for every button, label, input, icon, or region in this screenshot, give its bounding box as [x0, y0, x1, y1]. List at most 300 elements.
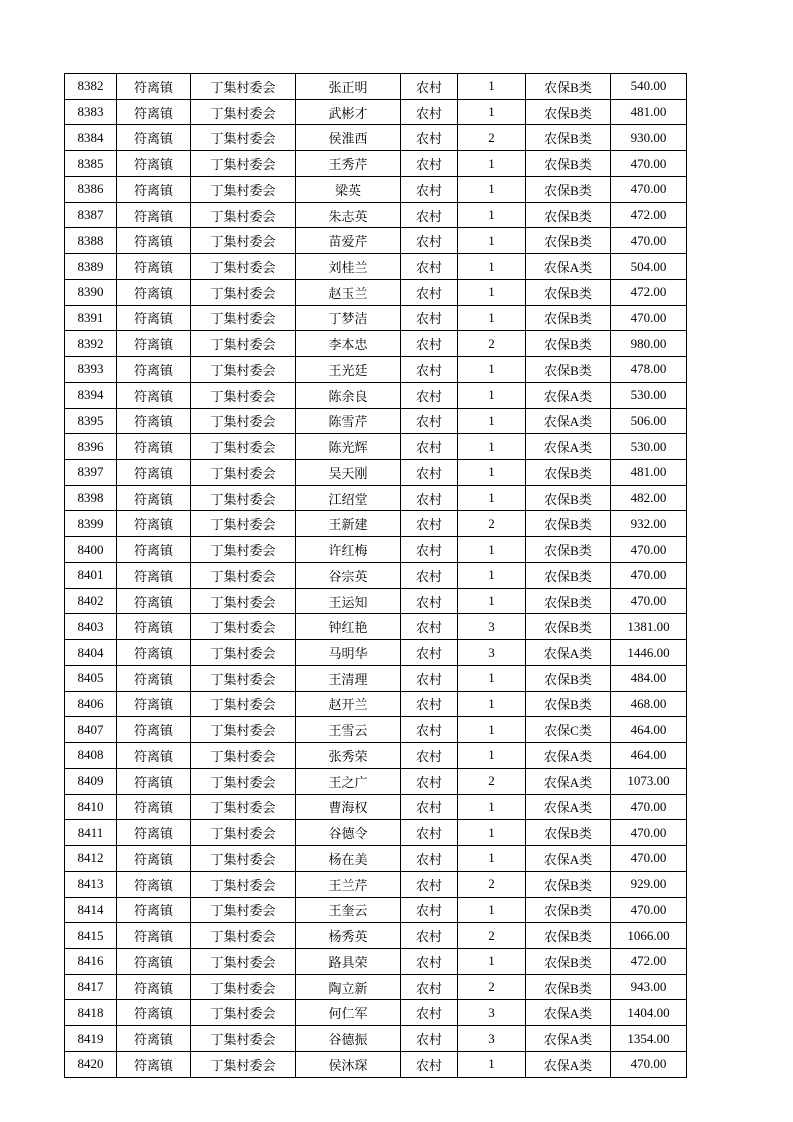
cell-name: 王雪云: [296, 717, 401, 743]
cell-residence-type: 农村: [401, 1026, 458, 1052]
cell-amount: 1404.00: [611, 1000, 687, 1026]
cell-amount: 980.00: [611, 331, 687, 357]
table-row: [65, 305, 687, 331]
cell-insurance-category: 农保C类: [526, 717, 611, 743]
cell-insurance-category: 农保A类: [526, 434, 611, 460]
cell-residence-type: 农村: [401, 331, 458, 357]
cell-person-count: 1: [458, 743, 526, 769]
cell-village-committee: 丁集村委会: [191, 1051, 296, 1077]
cell-person-count: 2: [458, 331, 526, 357]
cell-amount: 472.00: [611, 279, 687, 305]
table-row: [65, 125, 687, 151]
cell-serial-number: 8386: [65, 176, 117, 202]
cell-amount: 530.00: [611, 434, 687, 460]
cell-serial-number: 8382: [65, 74, 117, 100]
cell-village-committee: 丁集村委会: [191, 948, 296, 974]
table-row: [65, 331, 687, 357]
cell-village-committee: 丁集村委会: [191, 382, 296, 408]
cell-name: 谷德令: [296, 820, 401, 846]
cell-residence-type: 农村: [401, 485, 458, 511]
cell-residence-type: 农村: [401, 588, 458, 614]
cell-residence-type: 农村: [401, 460, 458, 486]
cell-serial-number: 8394: [65, 382, 117, 408]
cell-name: 曹海权: [296, 794, 401, 820]
cell-insurance-category: 农保A类: [526, 794, 611, 820]
table-row: [65, 1000, 687, 1026]
cell-amount: 468.00: [611, 691, 687, 717]
cell-town: 符离镇: [117, 923, 191, 949]
cell-person-count: 2: [458, 871, 526, 897]
table-row: [65, 974, 687, 1000]
table-row: [65, 562, 687, 588]
cell-insurance-category: 农保A类: [526, 846, 611, 872]
cell-residence-type: 农村: [401, 408, 458, 434]
cell-village-committee: 丁集村委会: [191, 176, 296, 202]
table-row: [65, 74, 687, 100]
cell-insurance-category: 农保B类: [526, 331, 611, 357]
cell-person-count: 1: [458, 176, 526, 202]
cell-name: 苗爱芹: [296, 228, 401, 254]
cell-name: 杨秀英: [296, 923, 401, 949]
cell-name: 张正明: [296, 74, 401, 100]
cell-person-count: 3: [458, 1026, 526, 1052]
cell-person-count: 1: [458, 665, 526, 691]
cell-insurance-category: 农保B类: [526, 228, 611, 254]
table-row: [65, 923, 687, 949]
cell-person-count: 1: [458, 305, 526, 331]
cell-name: 王运知: [296, 588, 401, 614]
cell-person-count: 3: [458, 640, 526, 666]
cell-person-count: 2: [458, 511, 526, 537]
payment-table-body: [65, 74, 687, 1078]
cell-town: 符离镇: [117, 228, 191, 254]
cell-amount: 478.00: [611, 357, 687, 383]
cell-name: 梁英: [296, 176, 401, 202]
cell-name: 路具荣: [296, 948, 401, 974]
cell-village-committee: 丁集村委会: [191, 691, 296, 717]
table-row: [65, 485, 687, 511]
cell-residence-type: 农村: [401, 923, 458, 949]
table-row: [65, 151, 687, 177]
cell-person-count: 3: [458, 614, 526, 640]
cell-residence-type: 农村: [401, 125, 458, 151]
cell-amount: 464.00: [611, 743, 687, 769]
cell-person-count: 1: [458, 562, 526, 588]
cell-residence-type: 农村: [401, 537, 458, 563]
cell-person-count: 1: [458, 846, 526, 872]
cell-village-committee: 丁集村委会: [191, 125, 296, 151]
cell-serial-number: 8412: [65, 846, 117, 872]
cell-residence-type: 农村: [401, 151, 458, 177]
cell-person-count: 1: [458, 948, 526, 974]
cell-village-committee: 丁集村委会: [191, 228, 296, 254]
cell-residence-type: 农村: [401, 614, 458, 640]
cell-serial-number: 8404: [65, 640, 117, 666]
cell-amount: 1354.00: [611, 1026, 687, 1052]
cell-amount: 472.00: [611, 202, 687, 228]
cell-village-committee: 丁集村委会: [191, 511, 296, 537]
cell-town: 符离镇: [117, 305, 191, 331]
cell-town: 符离镇: [117, 717, 191, 743]
cell-village-committee: 丁集村委会: [191, 846, 296, 872]
cell-insurance-category: 农保B类: [526, 202, 611, 228]
cell-name: 丁梦洁: [296, 305, 401, 331]
cell-insurance-category: 农保B类: [526, 74, 611, 100]
cell-insurance-category: 农保B类: [526, 279, 611, 305]
cell-town: 符离镇: [117, 485, 191, 511]
cell-amount: 530.00: [611, 382, 687, 408]
cell-name: 钟红艳: [296, 614, 401, 640]
cell-amount: 470.00: [611, 151, 687, 177]
cell-person-count: 1: [458, 691, 526, 717]
cell-village-committee: 丁集村委会: [191, 279, 296, 305]
cell-person-count: 1: [458, 357, 526, 383]
cell-insurance-category: 农保B类: [526, 871, 611, 897]
cell-amount: 470.00: [611, 305, 687, 331]
cell-town: 符离镇: [117, 434, 191, 460]
table-row: [65, 357, 687, 383]
cell-insurance-category: 农保A类: [526, 254, 611, 280]
cell-residence-type: 农村: [401, 254, 458, 280]
cell-serial-number: 8384: [65, 125, 117, 151]
cell-amount: 470.00: [611, 820, 687, 846]
cell-insurance-category: 农保B类: [526, 125, 611, 151]
cell-residence-type: 农村: [401, 974, 458, 1000]
cell-name: 杨在美: [296, 846, 401, 872]
cell-town: 符离镇: [117, 871, 191, 897]
cell-village-committee: 丁集村委会: [191, 1026, 296, 1052]
cell-town: 符离镇: [117, 562, 191, 588]
cell-name: 陈光辉: [296, 434, 401, 460]
cell-insurance-category: 农保B类: [526, 588, 611, 614]
cell-serial-number: 8401: [65, 562, 117, 588]
cell-amount: 470.00: [611, 588, 687, 614]
cell-name: 王清理: [296, 665, 401, 691]
cell-person-count: 1: [458, 820, 526, 846]
cell-person-count: 1: [458, 382, 526, 408]
table-row: [65, 279, 687, 305]
cell-residence-type: 农村: [401, 511, 458, 537]
cell-name: 王秀芹: [296, 151, 401, 177]
cell-residence-type: 农村: [401, 202, 458, 228]
cell-person-count: 1: [458, 151, 526, 177]
table-row: [65, 176, 687, 202]
cell-village-committee: 丁集村委会: [191, 408, 296, 434]
cell-name: 江绍堂: [296, 485, 401, 511]
cell-serial-number: 8391: [65, 305, 117, 331]
cell-town: 符离镇: [117, 820, 191, 846]
cell-residence-type: 农村: [401, 305, 458, 331]
cell-insurance-category: 农保B类: [526, 176, 611, 202]
cell-person-count: 1: [458, 228, 526, 254]
cell-village-committee: 丁集村委会: [191, 305, 296, 331]
cell-serial-number: 8413: [65, 871, 117, 897]
cell-town: 符离镇: [117, 768, 191, 794]
cell-town: 符离镇: [117, 74, 191, 100]
table-row: [65, 640, 687, 666]
cell-serial-number: 8409: [65, 768, 117, 794]
cell-amount: 1381.00: [611, 614, 687, 640]
cell-residence-type: 农村: [401, 99, 458, 125]
table-row: [65, 897, 687, 923]
cell-serial-number: 8406: [65, 691, 117, 717]
cell-town: 符离镇: [117, 614, 191, 640]
cell-name: 许红梅: [296, 537, 401, 563]
cell-person-count: 1: [458, 897, 526, 923]
cell-amount: 484.00: [611, 665, 687, 691]
cell-village-committee: 丁集村委会: [191, 485, 296, 511]
cell-amount: 470.00: [611, 176, 687, 202]
cell-residence-type: 农村: [401, 357, 458, 383]
cell-residence-type: 农村: [401, 382, 458, 408]
cell-person-count: 1: [458, 794, 526, 820]
table-row: [65, 511, 687, 537]
cell-residence-type: 农村: [401, 665, 458, 691]
cell-person-count: 2: [458, 974, 526, 1000]
cell-person-count: 1: [458, 717, 526, 743]
cell-village-committee: 丁集村委会: [191, 1000, 296, 1026]
cell-residence-type: 农村: [401, 794, 458, 820]
cell-village-committee: 丁集村委会: [191, 974, 296, 1000]
cell-village-committee: 丁集村委会: [191, 897, 296, 923]
cell-amount: 506.00: [611, 408, 687, 434]
cell-amount: 943.00: [611, 974, 687, 1000]
cell-town: 符离镇: [117, 125, 191, 151]
cell-town: 符离镇: [117, 691, 191, 717]
cell-person-count: 2: [458, 768, 526, 794]
cell-town: 符离镇: [117, 254, 191, 280]
cell-amount: 932.00: [611, 511, 687, 537]
cell-amount: 470.00: [611, 562, 687, 588]
cell-person-count: 1: [458, 74, 526, 100]
payment-table: [64, 73, 687, 1078]
cell-insurance-category: 农保B类: [526, 820, 611, 846]
cell-insurance-category: 农保B类: [526, 974, 611, 1000]
cell-village-committee: 丁集村委会: [191, 434, 296, 460]
cell-name: 赵开兰: [296, 691, 401, 717]
cell-insurance-category: 农保B类: [526, 99, 611, 125]
cell-residence-type: 农村: [401, 948, 458, 974]
table-row: [65, 614, 687, 640]
cell-insurance-category: 农保B类: [526, 151, 611, 177]
cell-residence-type: 农村: [401, 820, 458, 846]
cell-insurance-category: 农保B类: [526, 485, 611, 511]
cell-amount: 464.00: [611, 717, 687, 743]
cell-serial-number: 8387: [65, 202, 117, 228]
cell-insurance-category: 农保B类: [526, 562, 611, 588]
cell-village-committee: 丁集村委会: [191, 768, 296, 794]
table-row: [65, 460, 687, 486]
cell-amount: 929.00: [611, 871, 687, 897]
cell-amount: 470.00: [611, 846, 687, 872]
cell-insurance-category: 农保A类: [526, 743, 611, 769]
cell-village-committee: 丁集村委会: [191, 640, 296, 666]
cell-serial-number: 8405: [65, 665, 117, 691]
cell-amount: 470.00: [611, 1051, 687, 1077]
cell-residence-type: 农村: [401, 897, 458, 923]
cell-person-count: 1: [458, 99, 526, 125]
cell-insurance-category: 农保B类: [526, 460, 611, 486]
cell-town: 符离镇: [117, 382, 191, 408]
cell-serial-number: 8417: [65, 974, 117, 1000]
table-row: [65, 537, 687, 563]
cell-serial-number: 8407: [65, 717, 117, 743]
cell-person-count: 1: [458, 485, 526, 511]
cell-town: 符离镇: [117, 897, 191, 923]
cell-town: 符离镇: [117, 99, 191, 125]
cell-name: 陈余良: [296, 382, 401, 408]
cell-town: 符离镇: [117, 665, 191, 691]
cell-amount: 1066.00: [611, 923, 687, 949]
cell-person-count: 1: [458, 1051, 526, 1077]
cell-insurance-category: 农保B类: [526, 923, 611, 949]
table-row: [65, 588, 687, 614]
cell-town: 符离镇: [117, 743, 191, 769]
cell-town: 符离镇: [117, 151, 191, 177]
cell-name: 陈雪芹: [296, 408, 401, 434]
table-row: [65, 99, 687, 125]
cell-serial-number: 8415: [65, 923, 117, 949]
cell-name: 王奎云: [296, 897, 401, 923]
cell-village-committee: 丁集村委会: [191, 794, 296, 820]
cell-name: 吴天刚: [296, 460, 401, 486]
cell-insurance-category: 农保B类: [526, 665, 611, 691]
cell-town: 符离镇: [117, 408, 191, 434]
cell-town: 符离镇: [117, 1051, 191, 1077]
table-row: [65, 948, 687, 974]
cell-village-committee: 丁集村委会: [191, 331, 296, 357]
cell-insurance-category: 农保A类: [526, 1026, 611, 1052]
cell-amount: 504.00: [611, 254, 687, 280]
cell-person-count: 1: [458, 434, 526, 460]
cell-serial-number: 8416: [65, 948, 117, 974]
cell-village-committee: 丁集村委会: [191, 99, 296, 125]
cell-insurance-category: 农保B类: [526, 948, 611, 974]
cell-serial-number: 8392: [65, 331, 117, 357]
cell-serial-number: 8403: [65, 614, 117, 640]
cell-town: 符离镇: [117, 202, 191, 228]
cell-town: 符离镇: [117, 279, 191, 305]
cell-town: 符离镇: [117, 460, 191, 486]
cell-serial-number: 8408: [65, 743, 117, 769]
cell-insurance-category: 农保A类: [526, 768, 611, 794]
cell-insurance-category: 农保B类: [526, 897, 611, 923]
cell-serial-number: 8389: [65, 254, 117, 280]
cell-town: 符离镇: [117, 846, 191, 872]
cell-village-committee: 丁集村委会: [191, 537, 296, 563]
cell-amount: 481.00: [611, 460, 687, 486]
cell-village-committee: 丁集村委会: [191, 357, 296, 383]
cell-village-committee: 丁集村委会: [191, 717, 296, 743]
cell-serial-number: 8418: [65, 1000, 117, 1026]
cell-residence-type: 农村: [401, 562, 458, 588]
cell-serial-number: 8402: [65, 588, 117, 614]
cell-serial-number: 8420: [65, 1051, 117, 1077]
cell-residence-type: 农村: [401, 74, 458, 100]
table-row: [65, 794, 687, 820]
cell-residence-type: 农村: [401, 228, 458, 254]
table-row: [65, 820, 687, 846]
table-row: [65, 202, 687, 228]
table-row: [65, 846, 687, 872]
cell-residence-type: 农村: [401, 871, 458, 897]
cell-serial-number: 8396: [65, 434, 117, 460]
cell-serial-number: 8398: [65, 485, 117, 511]
cell-serial-number: 8397: [65, 460, 117, 486]
cell-person-count: 2: [458, 125, 526, 151]
cell-town: 符离镇: [117, 588, 191, 614]
cell-village-committee: 丁集村委会: [191, 871, 296, 897]
cell-name: 侯沐琛: [296, 1051, 401, 1077]
cell-residence-type: 农村: [401, 1000, 458, 1026]
cell-name: 王之广: [296, 768, 401, 794]
table-row: [65, 743, 687, 769]
cell-village-committee: 丁集村委会: [191, 923, 296, 949]
cell-town: 符离镇: [117, 357, 191, 383]
cell-amount: 470.00: [611, 228, 687, 254]
cell-village-committee: 丁集村委会: [191, 202, 296, 228]
cell-serial-number: 8393: [65, 357, 117, 383]
cell-village-committee: 丁集村委会: [191, 151, 296, 177]
cell-insurance-category: 农保A类: [526, 1000, 611, 1026]
table-row: [65, 691, 687, 717]
cell-amount: 1446.00: [611, 640, 687, 666]
cell-amount: 470.00: [611, 897, 687, 923]
cell-serial-number: 8383: [65, 99, 117, 125]
table-row: [65, 434, 687, 460]
cell-residence-type: 农村: [401, 279, 458, 305]
cell-name: 侯淮西: [296, 125, 401, 151]
cell-town: 符离镇: [117, 176, 191, 202]
cell-serial-number: 8390: [65, 279, 117, 305]
cell-town: 符离镇: [117, 640, 191, 666]
cell-name: 王光廷: [296, 357, 401, 383]
cell-residence-type: 农村: [401, 743, 458, 769]
table-row: [65, 1051, 687, 1077]
cell-village-committee: 丁集村委会: [191, 665, 296, 691]
cell-name: 马明华: [296, 640, 401, 666]
cell-village-committee: 丁集村委会: [191, 588, 296, 614]
cell-person-count: 1: [458, 279, 526, 305]
cell-amount: 482.00: [611, 485, 687, 511]
cell-insurance-category: 农保A类: [526, 382, 611, 408]
cell-town: 符离镇: [117, 948, 191, 974]
cell-amount: 470.00: [611, 794, 687, 820]
cell-amount: 472.00: [611, 948, 687, 974]
cell-serial-number: 8388: [65, 228, 117, 254]
table-row: [65, 228, 687, 254]
cell-person-count: 1: [458, 460, 526, 486]
cell-name: 李本忠: [296, 331, 401, 357]
cell-residence-type: 农村: [401, 691, 458, 717]
cell-residence-type: 农村: [401, 434, 458, 460]
cell-village-committee: 丁集村委会: [191, 743, 296, 769]
cell-name: 王新建: [296, 511, 401, 537]
cell-village-committee: 丁集村委会: [191, 254, 296, 280]
cell-village-committee: 丁集村委会: [191, 614, 296, 640]
table-row: [65, 768, 687, 794]
cell-residence-type: 农村: [401, 768, 458, 794]
cell-village-committee: 丁集村委会: [191, 74, 296, 100]
cell-name: 张秀荣: [296, 743, 401, 769]
cell-person-count: 3: [458, 1000, 526, 1026]
cell-name: 谷宗英: [296, 562, 401, 588]
cell-residence-type: 农村: [401, 640, 458, 666]
cell-name: 刘桂兰: [296, 254, 401, 280]
cell-village-committee: 丁集村委会: [191, 460, 296, 486]
cell-serial-number: 8395: [65, 408, 117, 434]
table-row: [65, 382, 687, 408]
